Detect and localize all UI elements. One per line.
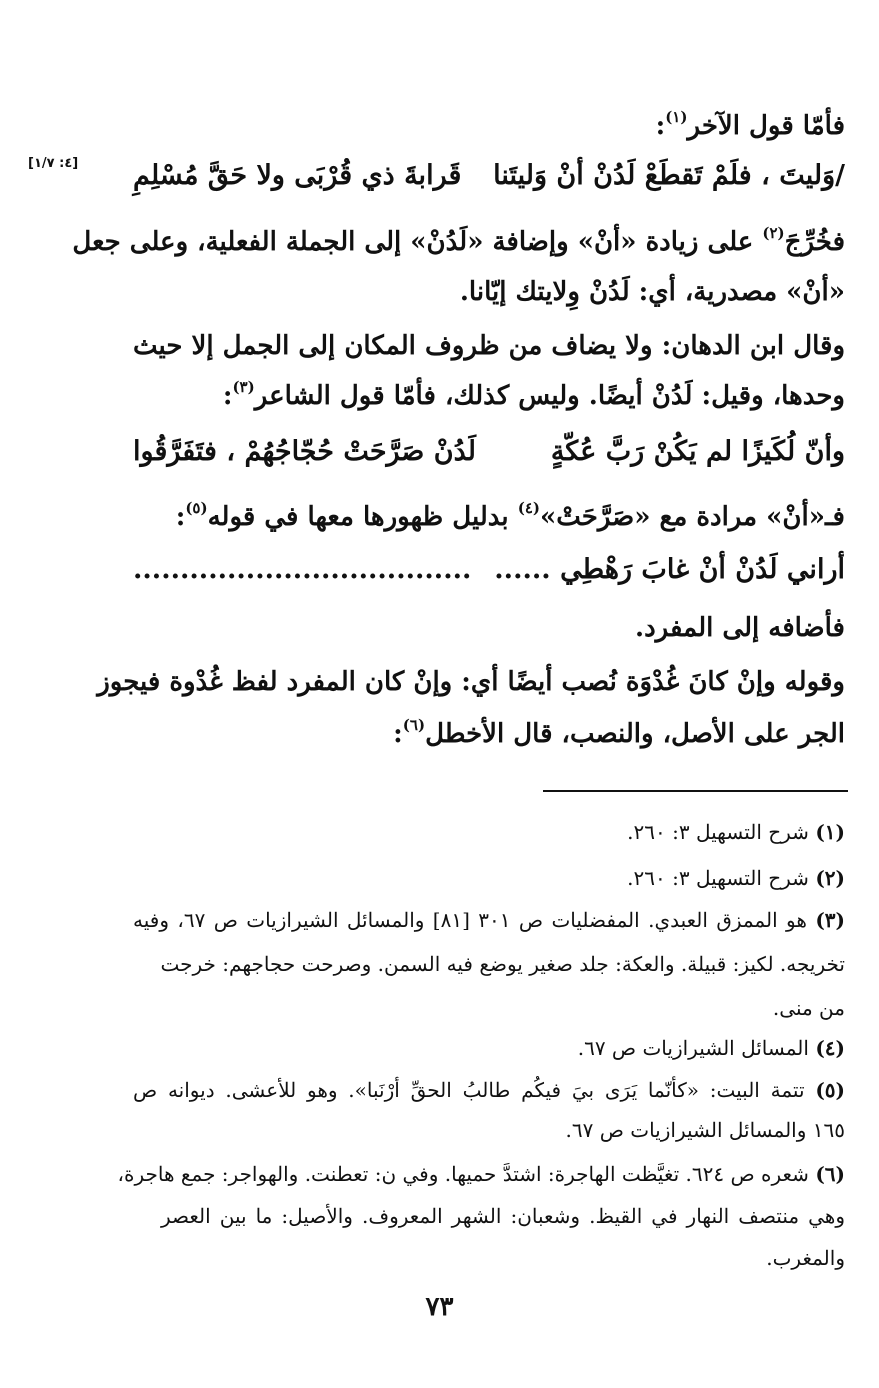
text-segment: : [655, 111, 666, 141]
footnote-5-line-2: ١٦٥ والمسائل الشيرازيات ص ٦٧. [565, 1118, 845, 1142]
body-line-8 [97, 662, 845, 702]
verse-first-hemistich: /وَليتَ ، فلَمْ تَقطَعْ لَدُنْ أنْ وَليتَنا [493, 160, 845, 191]
text-segment: : [393, 719, 403, 749]
verse-ellipsis: .................................... [133, 554, 472, 585]
footnote-number: (٦) [815, 1162, 845, 1186]
footnote-5-line-1 [133, 1070, 845, 1110]
marginal-reference: [٤: ١/٧] [28, 156, 79, 171]
body-line-7: فأضافه إلى المفرد. [635, 613, 845, 643]
text-segment: بدليل ظهورها معها في قوله [207, 502, 518, 532]
text-segment: على زيادة «أنْ» وإضافة «لَدُنْ» إلى الجملة الفعلية، وعلى جعل [72, 227, 763, 257]
footnote-number: (٣) [815, 908, 845, 932]
body-line-1 [133, 106, 845, 146]
footnote-ref: (٣) [232, 378, 255, 396]
verse-3 [133, 550, 845, 590]
verse-first-hemistich: وأنّ لُكَيزًا لم يَكُنْ رَبَّ عُكّةٍ [550, 436, 845, 467]
footnote-6-line-3: والمغرب. [766, 1246, 845, 1270]
body-line-5 [133, 376, 845, 416]
footnote-text: شرح التسهيل ٣: ٢٦٠. [627, 820, 809, 844]
footnote-text: هو الممزق العبدي. المفضليات ص ٣٠١ [٨١] والمسائل الشيرازيات ص ٦٧، وفيه [133, 908, 807, 932]
verse-1 [133, 156, 845, 196]
body-line-2 [72, 222, 845, 262]
footnote-ref: (٥) [185, 499, 208, 517]
footnote-3-line-3: من منى. [772, 996, 845, 1020]
footnote-6-line-2: وهي منتصف النهار في القيظ. وشعبان: الشهر المعروف. والأصيل: ما بين العصر [161, 1204, 845, 1228]
footnote-1 [133, 812, 845, 852]
footnote-6-line-1 [117, 1154, 845, 1194]
footnote-4 [133, 1028, 845, 1068]
footnote-separator [543, 790, 848, 792]
footnote-number: (٥) [815, 1078, 845, 1102]
text-segment: : [175, 502, 186, 532]
footnote-text: شرح التسهيل ٣: ٢٦٠. [627, 866, 809, 890]
footnote-ref: (١) [665, 108, 688, 126]
footnote-text: شعره ص ٦٢٤. تغيَّظت الهاجرة: اشتدَّ حميها. وفي ن: تعطنت. والهواجر: جمع هاجرة، [117, 1162, 809, 1186]
text-segment: أي: وإنْ كان المفرد لفظ غُدْوة فيجوز [97, 667, 508, 697]
footnote-ref: (٢) [762, 224, 785, 242]
footnote-number: (١) [815, 820, 845, 844]
footnote-3-line-1 [133, 900, 845, 940]
footnote-number: (٢) [815, 866, 845, 890]
quoted-phrase: وإنْ كانَ غُدْوَة نُصب أيضًا [507, 667, 776, 697]
text-segment: فخُرِّجَ [784, 227, 845, 257]
footnote-ref: (٤) [517, 499, 540, 517]
footnote-number: (٤) [815, 1036, 845, 1060]
body-line-3: «أنْ» مصدرية، أي: لَدُنْ وِلايتك إيّانا. [459, 277, 845, 307]
verse-second-hemistich: قَرابةَ ذي قُرْبَى ولا حَقَّ مُسْلِمِ [133, 160, 462, 191]
footnote-ref: (٦) [402, 716, 426, 734]
footnote-2 [133, 858, 845, 898]
footnote-text: المسائل الشيرازيات ص ٦٧. [577, 1036, 809, 1060]
footnote-text: تتمة البيت: «كأنّما يَرَى بيَ فيكُم طالبُ الحقِّ أرْنَبا». وهو للأعشى. ديوانه ص [133, 1078, 805, 1102]
verse-first-hemistich: أراني لَدُنْ أنْ غابَ رَهْطِي ...... [494, 554, 845, 585]
text-segment: وقوله [775, 667, 845, 697]
text-segment: وحدها، وقيل: لَدُنْ أيضًا. وليس كذلك، فأمّا قول الشاعر [254, 381, 845, 411]
verse-second-hemistich: لَدُنْ صَرَّحَتْ حُجّاجُهُمْ ، فتَفَرَّقُوا [133, 436, 476, 467]
body-line-9 [133, 714, 845, 754]
text-segment: فأمّا قول الآخر [687, 111, 845, 141]
footnote-3-line-2: تخريجه. لكيز: قبيلة. والعكة: جلد صغير يوضع فيه السمن. وصرحت حجاجهم: خرجت [160, 952, 845, 976]
verse-2 [133, 432, 845, 472]
text-segment: : [222, 381, 233, 411]
text-segment: الجر على الأصل، والنصب، قال الأخطل [425, 719, 845, 749]
body-line-6 [133, 497, 845, 537]
page-number: ٧٣ [425, 1292, 454, 1322]
body-line-4: وقال ابن الدهان: ولا يضاف من ظروف المكان إلى الجمل إلا حيث [133, 331, 845, 361]
text-segment: فـ«أنْ» مرادة مع «صَرَّحَتْ» [539, 502, 845, 532]
